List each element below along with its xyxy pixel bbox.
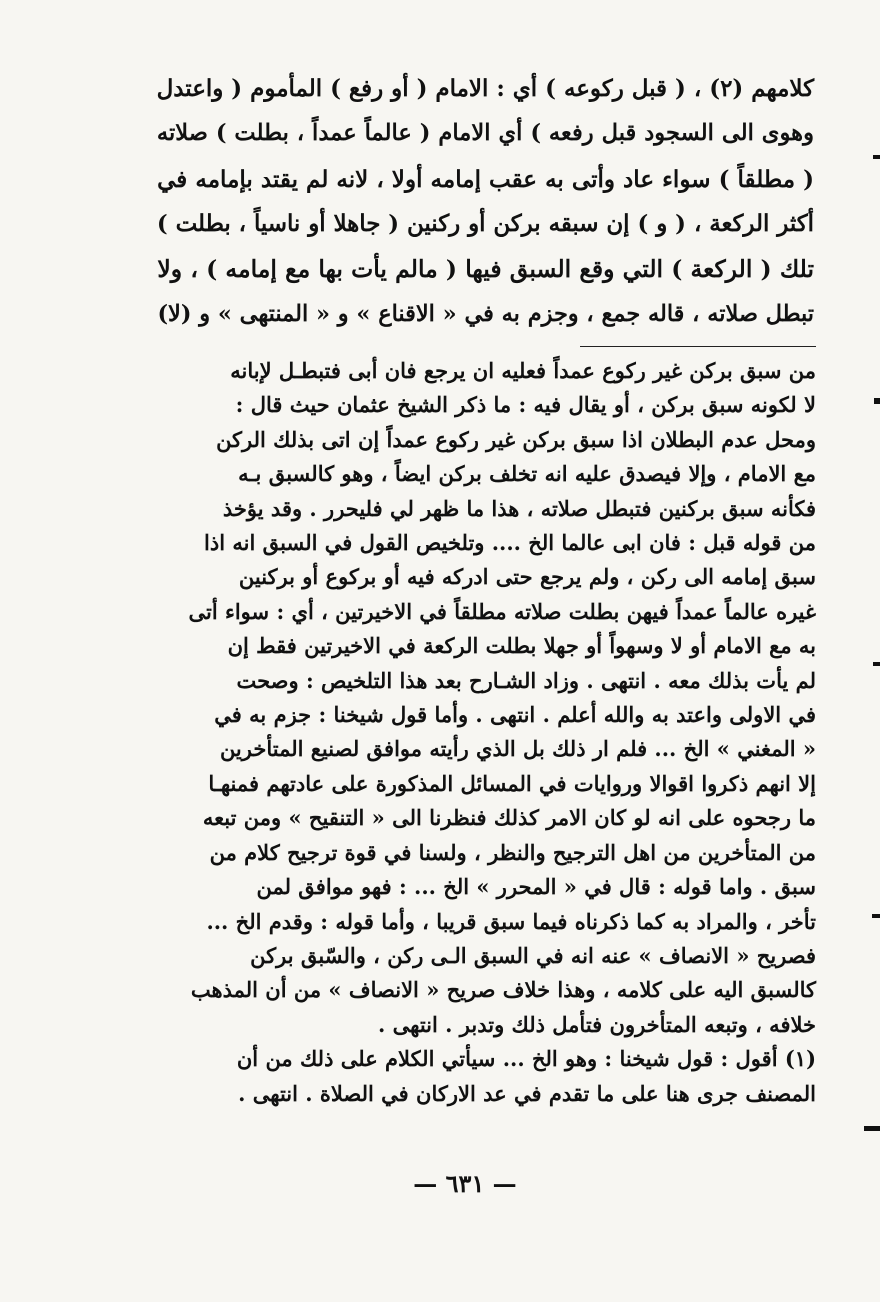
footnote-line: « المغني » الخ ... فلم ار ذلك بل الذي رأيته موافق لصنيع المتأخرين xyxy=(219,736,816,762)
footnote-line: لم يأت بذلك معه . انتهى . وزاد الشـارح بعد هذا التلخيص : وصحت xyxy=(236,667,816,693)
main-text-line: كلامهم (٢) ، ( قبل ركوعه ) أي : الامام ( أو رفع ) المأموم ( واعتدل xyxy=(156,75,814,102)
footnote-line: سبق إمامه الى ركن ، ولم يرجع حتى ادركه فيه أو بركوع أو بركنين xyxy=(238,564,816,590)
footnote-line: المصنف جرى هنا على ما تقدم في عد الاركان في الصلاة . انتهى . xyxy=(238,1080,816,1106)
main-text-line: تبطل صلاته ، قاله جمع ، وجزم به في « الاقناع » و « المنتهى » و (لا) xyxy=(157,301,814,328)
main-text-block xyxy=(150,66,814,338)
footnote-line: لا لكونه سبق بركن ، أو يقال فيه : ما ذكر الشيخ عثمان حيث قال : xyxy=(235,392,816,418)
footnote-line: فصريح « الانصاف » عنه انه في السبق الـى ركن ، والسّبق بركن xyxy=(250,942,816,968)
footnote-divider xyxy=(580,346,816,347)
footnote-line: (١) أقول : قول شيخنا : وهو الخ ... سيأتي الكلام على ذلك من أن xyxy=(236,1046,816,1072)
main-text-line: وهوى الى السجود قبل رفعه ) أي الامام ( عالماً عمداً ، بطلت ) صلاته xyxy=(156,120,814,147)
footnote-line: غيره عالماً عمداً فيهن بطلت صلاته مطلقاً في الاخيرتين ، أي : سواء أتى xyxy=(188,598,816,624)
footnote-line: ما رجحوه على انه لو كان الامر كذلك فنظرنا الى « التنقيح » ومن تبعه xyxy=(202,805,816,831)
footnote-line: ومحل عدم البطلان اذا سبق بركن غير ركوع عمداً إن اتى بذلك الركن xyxy=(216,426,816,452)
margin-mark xyxy=(873,155,880,159)
footnote-line: خلافه ، وتبعه المتأخرون فتأمل ذلك وتدبر . انتهى . xyxy=(378,1011,816,1037)
footnote-line: في الاولى واعتد به والله أعلم . انتهى . وأما قول شيخنا : جزم به في xyxy=(214,702,816,728)
margin-mark xyxy=(872,914,880,918)
margin-mark xyxy=(873,662,880,666)
main-text-line: أكثر الركعة ، ( و ) إن سبقه بركن أو ركنين ( جاهلا أو ناسياً ، بطلت ) xyxy=(156,210,814,237)
footnote-line: مع الامام ، وإلا فيصدق عليه انه تخلف بركن ايضاً ، وهو كالسبق بـه xyxy=(238,461,816,487)
footnote-line: من سبق بركن غير ركوع عمداً فعليه ان يرجع فان أبى فتبطـل لإبانه xyxy=(230,358,816,383)
main-text-line: ( مطلقاً ) سواء عاد وأتى به عقب إمامه أولا ، لانه لم يقتد بإمامه في xyxy=(157,165,814,193)
footnote-line: إلا انهم ذكروا اقوالا وروايات في المسائل المذكورة على عادتهم فمنهـا xyxy=(208,770,816,796)
margin-mark xyxy=(864,1126,880,1131)
page-number: — ٦٣١ — xyxy=(413,1169,517,1198)
footnote-line: به مع الامام أو لا وسهواً أو جهلا بطلت الركعة في الاخيرتين فقط إن xyxy=(227,633,816,659)
footnotes-block xyxy=(148,354,816,1111)
footnote-line: كالسبق اليه على كلامه ، وهذا خلاف صريح « الانصاف » من أن المذهب xyxy=(190,977,816,1003)
margin-mark xyxy=(874,398,880,404)
main-text-line: تلك ( الركعة ) التي وقع السبق فيها ( مالم يأت بها مع إمامه ) ، ولا xyxy=(157,255,814,284)
footnote-line: فكأنه سبق بركنين فتبطل صلاته ، هذا ما ظهر لي فليحرر . وقد يؤخذ xyxy=(222,495,816,521)
footnote-line: سبق . واما قوله : قال في « المحرر » الخ ... : فهو موافق لمن xyxy=(256,874,816,900)
footnote-line: تأخر ، والمراد به كما ذكرناه فيما سبق قريبا ، وأما قوله : وقدم الخ ... xyxy=(206,908,816,934)
footnote-line: من قوله قبل : فان ابى عالما الخ .... وتلخيص القول في السبق انه اذا xyxy=(204,530,816,556)
footnote-line: من المتأخرين من اهل الترجيح والنظر ، ولسنا في قوة ترجيح كلام من xyxy=(209,839,816,865)
